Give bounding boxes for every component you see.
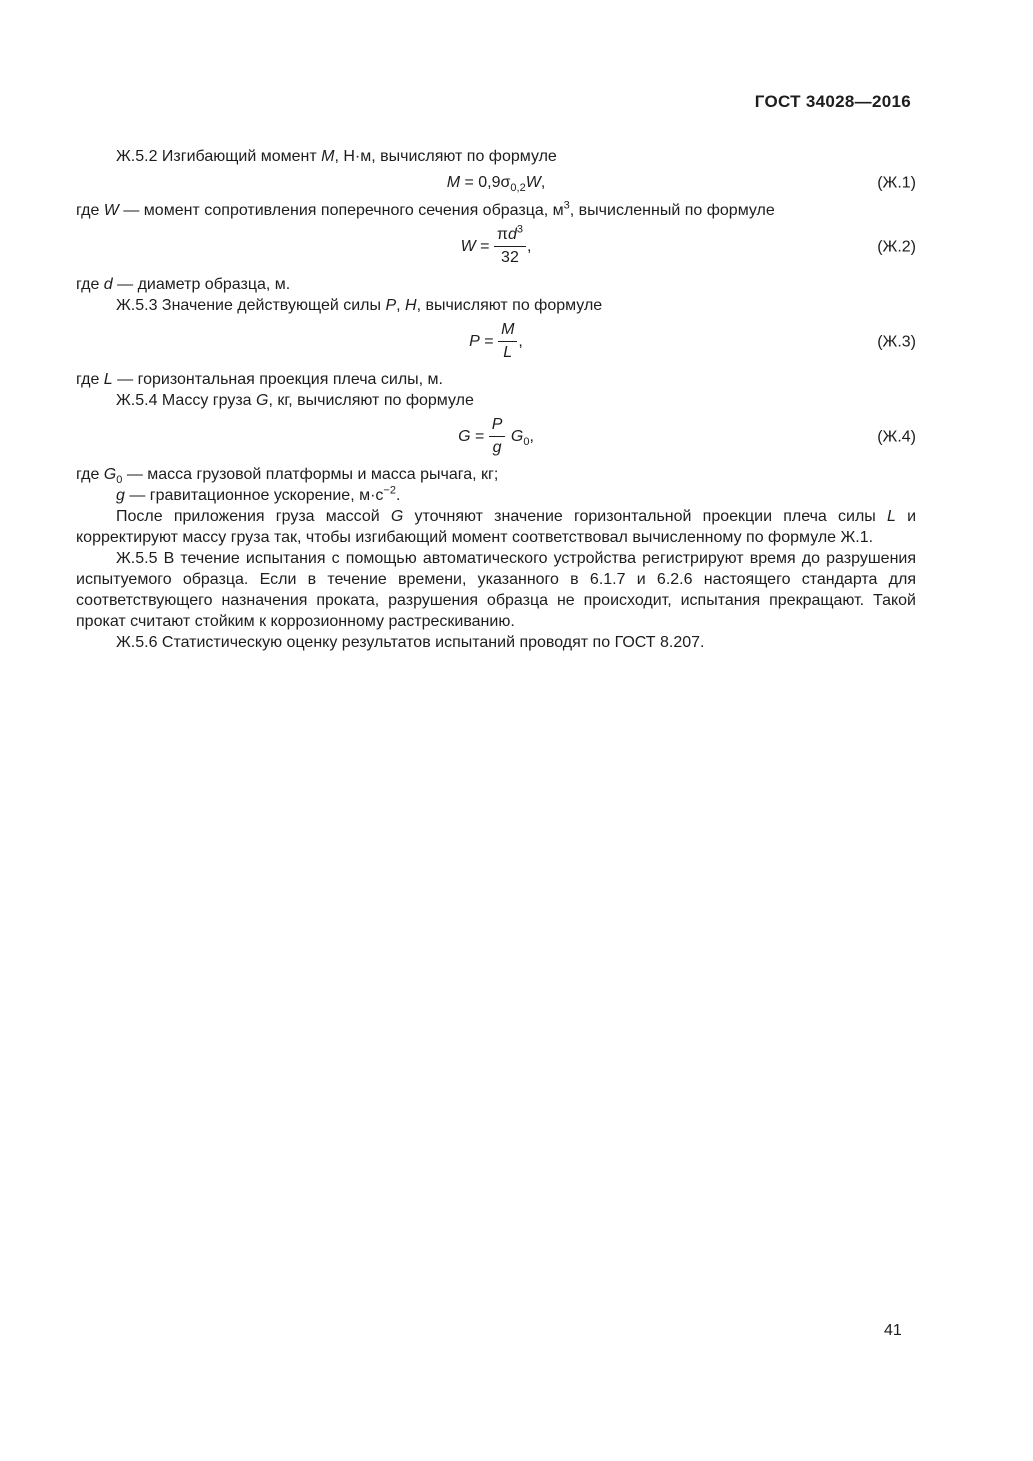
text-run: — диаметр образца, м. <box>112 276 291 293</box>
text-run: = <box>479 332 499 350</box>
text-run: P <box>469 332 480 350</box>
text-run: = <box>470 427 489 445</box>
fraction-denominator <box>501 247 519 268</box>
text-run: G <box>390 508 404 525</box>
text-run: 3 <box>563 199 570 212</box>
formula-zh1-label: (Ж.1) <box>877 174 916 191</box>
paragraph-where-g <box>76 485 916 506</box>
text-run: G <box>458 427 471 445</box>
text-run: G <box>256 392 269 409</box>
formula-zh1-expression <box>446 174 546 195</box>
text-run: , <box>396 297 405 314</box>
text-run: M <box>321 148 335 165</box>
formula-zh3-label: (Ж.3) <box>877 333 916 350</box>
text-run: G <box>510 427 524 445</box>
paragraph-zh5-3 <box>76 295 916 316</box>
text-run: — момент сопротивления поперечного сечения образца, м <box>118 202 564 219</box>
text-run: Ж.5.5 В течение испытания с помощью автоматического устройства регистрируют время до разрушения испытуемого образца. Если в течение времени, указанного в 6.1.7 и 6.2.6 настоящего стандарта для соответствующего назначения проката, разрушения образца не происходит, испытания прекращают. Такой прокат считают стойким к коррозионному растрескиванию. <box>76 550 916 630</box>
formula-zh4 <box>76 415 916 458</box>
paragraph-zh5-5 <box>76 548 916 632</box>
text-run: g <box>116 487 125 504</box>
formula-lhs <box>461 238 494 255</box>
text-run: M <box>446 174 461 191</box>
text-run: — гравитационное ускорение, м·с <box>124 487 384 504</box>
paragraph-where-l <box>76 369 916 390</box>
fraction-denominator <box>493 437 502 458</box>
formula-zh2 <box>76 225 916 268</box>
text-run: , <box>518 332 523 350</box>
fraction-numerator <box>494 225 526 247</box>
formula-zh1 <box>76 172 916 193</box>
text-run: P <box>491 416 503 433</box>
formula-zh3 <box>76 320 916 363</box>
formula-zh4-label: (Ж.4) <box>877 428 916 445</box>
paragraph-where-d <box>76 274 916 295</box>
fraction-denominator <box>503 342 512 363</box>
text-run: L <box>503 344 513 361</box>
formula-tail <box>527 238 531 255</box>
fraction-numerator <box>498 320 517 342</box>
formula-lhs <box>469 333 498 350</box>
fraction <box>494 225 526 268</box>
text-run: уточняют значение горизонтальной проекции плеча силы <box>403 508 887 525</box>
fraction <box>498 320 517 363</box>
text-run: 0,2 <box>510 182 526 195</box>
text-run: G <box>103 466 117 483</box>
text-run: где <box>76 466 104 483</box>
text-run: W <box>103 202 119 219</box>
formula-zh4-expression <box>458 416 534 456</box>
text-run: P <box>385 297 397 314</box>
text-run: Ж.5.2 Изгибающий момент <box>116 148 322 165</box>
document-content <box>76 146 916 653</box>
text-run: d <box>507 226 517 243</box>
formula-zh2-label: (Ж.2) <box>877 238 916 255</box>
text-run: 0 <box>116 474 123 487</box>
text-run: , вычисленный по формуле <box>569 202 775 219</box>
fraction-numerator <box>489 415 506 437</box>
text-run: π <box>496 226 508 243</box>
fraction <box>489 415 506 458</box>
formula-lhs <box>458 428 489 445</box>
text-run: 3 <box>516 223 523 236</box>
text-run: 0 <box>523 435 530 448</box>
text-run: где <box>76 202 104 219</box>
paragraph-where-w <box>76 200 916 221</box>
text-run: Ж.5.3 Значение действующей силы <box>116 297 386 314</box>
text-run: = 0,9σ <box>460 174 511 191</box>
text-run: d <box>103 276 113 293</box>
text-run: , вычисляют по формуле <box>416 297 603 314</box>
paragraph-where-g0 <box>76 464 916 485</box>
formula-zh2-expression <box>460 223 532 266</box>
text-run: = <box>475 237 494 255</box>
text-run: . <box>395 487 401 504</box>
document-header <box>755 92 911 112</box>
text-run: и корректируют массу груза так, чтобы изгибающий момент соответствовал вычисленному по формуле Ж.1. <box>76 508 917 546</box>
text-run: — горизонтальная проекция плеча силы, м. <box>112 371 443 388</box>
text-run: −2 <box>383 484 396 497</box>
text-run: g <box>492 439 502 456</box>
paragraph-zh5-6 <box>76 632 916 653</box>
text-run: После приложения груза массой <box>116 508 391 525</box>
text-run: Ж.5.6 Статистическую оценку результатов испытаний проводят по ГОСТ 8.207. <box>116 634 705 651</box>
text-run: где <box>76 371 104 388</box>
formula-zh3-expression <box>469 321 523 361</box>
paragraph-zh5-4 <box>76 390 916 411</box>
text-run: W <box>460 237 476 255</box>
gost-number: ГОСТ 34028—2016 <box>754 92 911 111</box>
text-run: W <box>525 174 541 191</box>
paragraph-after-load <box>76 506 916 548</box>
text-run: L <box>886 508 896 525</box>
text-run: Н <box>405 297 417 314</box>
text-run: Ж.5.4 Массу груза <box>116 392 256 409</box>
page-number: 41 <box>884 1322 902 1339</box>
text-run: , <box>540 174 546 191</box>
text-run: — масса грузовой платформы и масса рычага, кг; <box>122 466 499 483</box>
text-run: , <box>526 237 532 255</box>
text-run: , Н·м, вычисляют по формуле <box>334 148 557 165</box>
text-run: , кг, вычисляют по формуле <box>268 392 474 409</box>
text-run: 32 <box>501 249 519 266</box>
text-run: где <box>76 276 104 293</box>
formula-tail <box>518 333 522 350</box>
paragraph-zh5-2 <box>76 146 916 167</box>
text-run: L <box>103 371 113 388</box>
text-run: M <box>501 321 515 338</box>
formula-tail <box>506 427 534 448</box>
text-run: , <box>529 427 534 445</box>
